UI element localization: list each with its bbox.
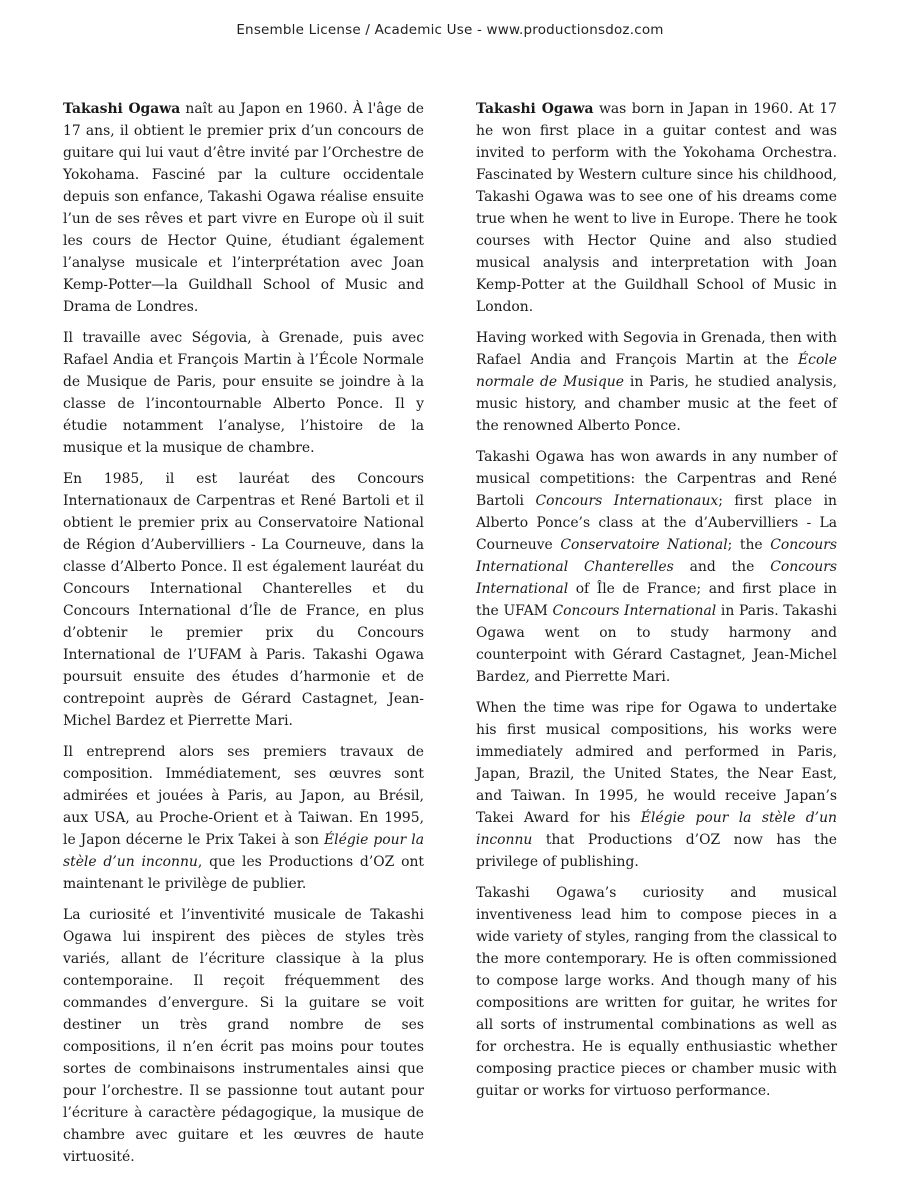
italic-text: Élégie pour la stèle d’un inconnu — [476, 810, 837, 848]
text-run: When the time was ripe for Ogawa to undertake his first musical compositions, his works were immediately admired and performed in Paris, Japan, Brazil, the United States, the Near East, and Taiwan. In 1995, he would receive Japan’s Takei Award for his — [476, 700, 837, 826]
text-run: and the — [673, 559, 771, 575]
french-paragraph — [63, 741, 424, 895]
french-paragraph — [63, 468, 424, 732]
italic-text: Concours International Chanterelles — [476, 537, 837, 575]
english-paragraph — [476, 882, 837, 1102]
text-run: En 1985, il est lauréat des Concours Internationaux de Carpentras et René Bartoli et il obtient le premier prix au Conservatoire National de Région d’Aubervilliers - La Courneuve, dans la classe d’Alberto Ponce. Il est également lauréat du Concours International Chanterelles et du Concours International d’Île de France, en plus d’obtenir le premier prix du Concours International de l’UFAM à Paris. Takashi Ogawa poursuit ensuite des études d’harmonie et de contrepoint auprès de Gérard Castagnet, Jean-Michel Bardez et Pierrette Mari. — [63, 471, 424, 729]
italic-text: École normale de Musique — [476, 352, 837, 390]
page-header: Ensemble License / Academic Use - www.productionsdoz.com — [236, 22, 664, 38]
french-paragraph — [63, 327, 424, 459]
english-biography-column — [476, 98, 837, 1111]
bold-text: Takashi Ogawa — [476, 101, 594, 117]
italic-text: Conservatoire National — [560, 537, 728, 553]
text-run: naît au Japon en 1960. À l'âge de 17 ans, il obtient le premier prix d’un concours de guitare qui lui vaut d’être invité par l’Orchestre de Yokohama. Fasciné par la culture occidentale depuis son enfance, Takashi Ogawa réalise ensuite l’un de ses rêves et part vivre en Europe où il suit les cours de Hector Quine, étudiant également l’analyse musicale et l’interprétation avec Joan Kemp-Potter—la Guildhall School of Music and Drama de Londres. — [63, 101, 424, 315]
text-run: was born in Japan in 1960. At 17 he won first place in a guitar contest and was invited to perform with the Yokohama Orchestra. Fascinated by Western culture since his childhood, Takashi Ogawa was to see one of his dreams come true when he went to live in Europe. There he took courses with Hector Quine and also studied musical analysis and interpretation with Joan Kemp-Potter at the Guildhall School of Music in London. — [476, 101, 837, 315]
text-run: La curiosité et l’inventivité musicale de Takashi Ogawa lui inspirent des pièces de styles très variés, allant de l’écriture classique à la plus contemporaine. Il reçoit fréquemment des commandes d’envergure. Si la guitare se voit destiner un très grand nombre de ses compositions, il n’en écrit pas moins pour toutes sortes de combinaisons instrumentales ainsi que pour l’orchestre. Il se passionne tout autant pour l’écriture à caractère pédagogique, la musique de chambre avec guitare et les œuvres de haute virtuosité. — [63, 907, 424, 1165]
bold-text: Takashi Ogawa — [63, 101, 181, 117]
text-run: that Productions d’OZ now has the privilege of publishing. — [476, 832, 837, 870]
text-run: of Île de France; and first place in the UFAM — [476, 581, 837, 619]
english-paragraph — [476, 697, 837, 873]
french-paragraph — [63, 904, 424, 1168]
text-run: Il travaille avec Ségovia, à Grenade, puis avec Rafael Andia et François Martin à l’École Normale de Musique de Paris, pour ensuite se joindre à la classe de l’incontournable Alberto Ponce. Il y étudie notamment l’analyse, l’histoire de la musique et la musique de chambre. — [63, 330, 424, 456]
italic-text: Concours International — [476, 559, 837, 597]
text-run: ; the — [727, 537, 771, 553]
italic-text: Élégie pour la stèle d’un inconnu — [63, 832, 424, 870]
english-paragraph — [476, 327, 837, 437]
text-run: Il entreprend alors ses premiers travaux de composition. Immédiatement, ses œuvres sont admirées et jouées à Paris, au Japon, au Brésil, aux USA, au Proche-Orient et à Taiwan. En 1995, le Japon décerne le Prix Takei à son — [63, 744, 424, 848]
italic-text: Concours Internationaux — [535, 493, 719, 509]
text-run: , que les Productions d’OZ ont maintenant le privilège de publier. — [63, 854, 425, 892]
text-run: ; first place in Alberto Ponce’s class at the d’Aubervilliers - La Courneuve — [476, 493, 837, 553]
text-run: Having worked with Segovia in Grenada, then with Rafael Andia and François Martin at the — [476, 330, 837, 368]
english-paragraph — [476, 446, 837, 688]
italic-text: Concours International — [552, 603, 717, 619]
text-run: Takashi Ogawa’s curiosity and musical inventiveness lead him to compose pieces in a wide variety of styles, ranging from the classical to the more contemporary. He is often commissioned to compose large works. And though many of his compositions are written for guitar, he writes for all sorts of instrumental combinations as well as for orchestra. He is equally enthusiastic whether composing practice pieces or chamber music with guitar or works for virtuoso performance. — [476, 885, 837, 1099]
text-run: in Paris. Takashi Ogawa went on to study harmony and counterpoint with Gérard Castagnet, Jean-Michel Bardez, and Pierrette Mari. — [476, 603, 837, 685]
french-paragraph — [63, 98, 424, 318]
text-run: Takashi Ogawa has won awards in any number of musical competitions: the Carpentras and René Bartoli — [476, 449, 837, 509]
text-run: in Paris, he studied analysis, music history, and chamber music at the feet of the renowned Alberto Ponce. — [476, 374, 838, 434]
english-paragraph — [476, 98, 837, 318]
french-biography-column — [63, 98, 424, 1177]
